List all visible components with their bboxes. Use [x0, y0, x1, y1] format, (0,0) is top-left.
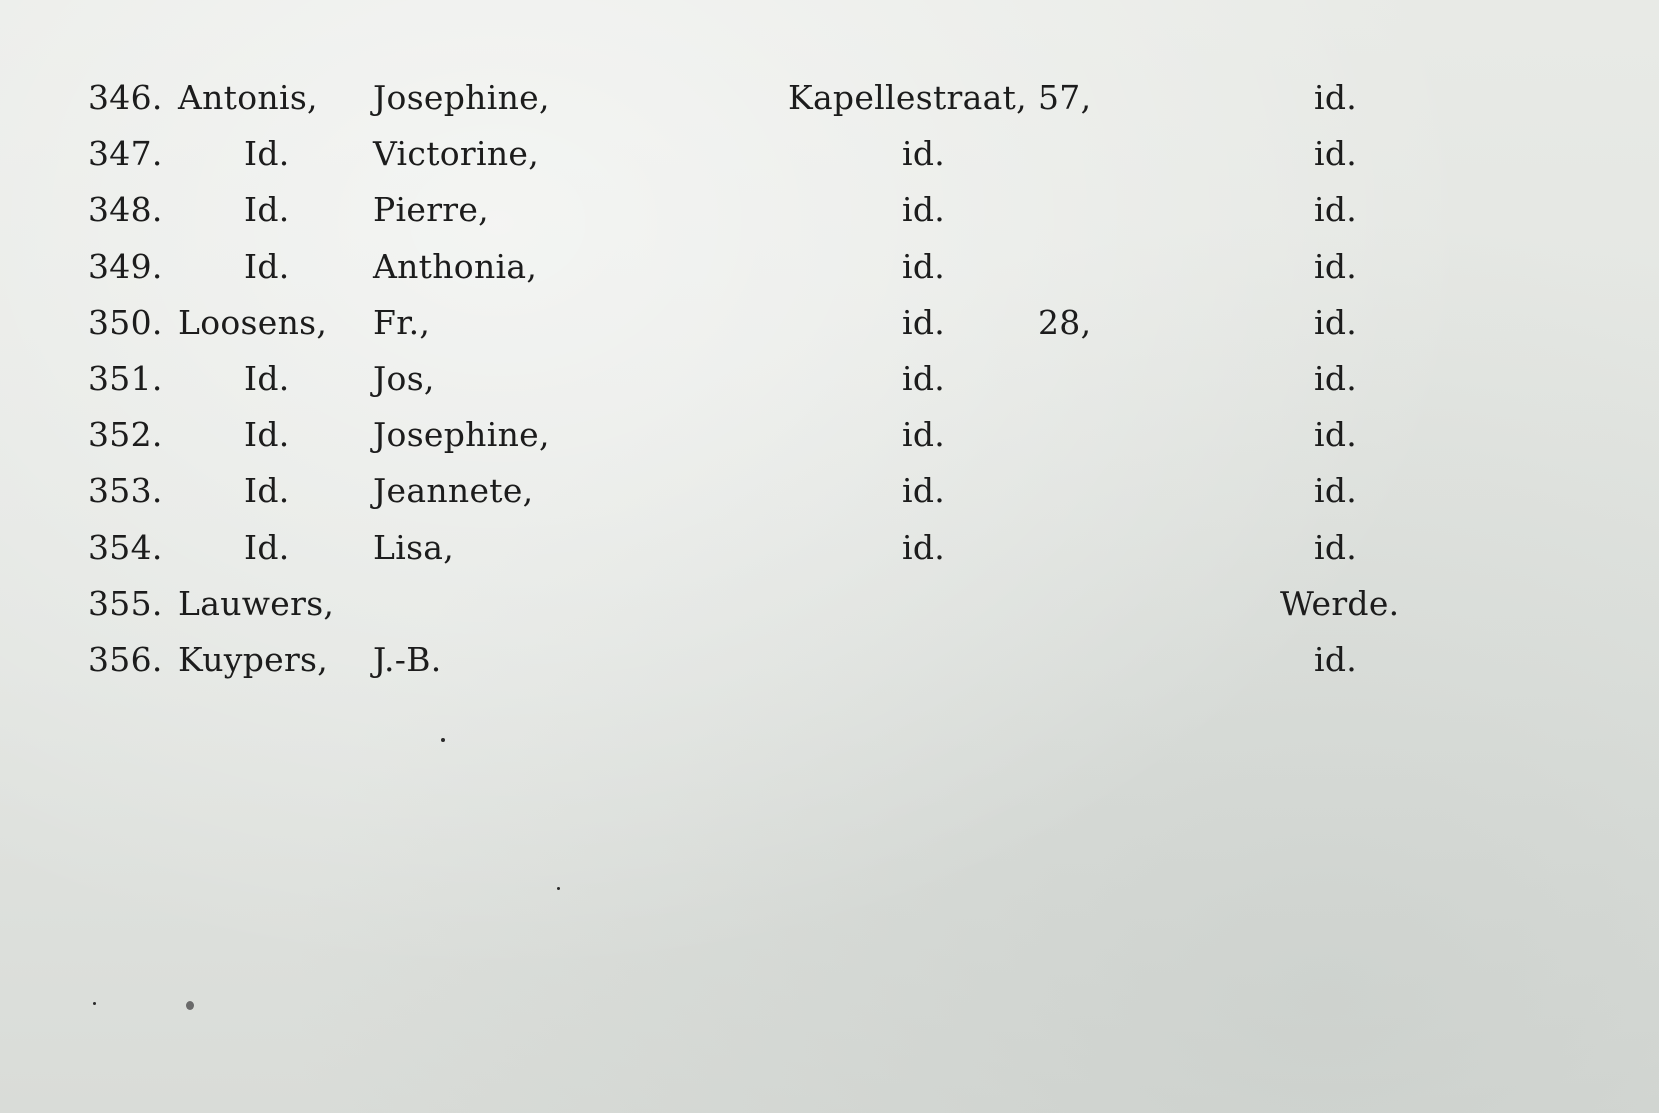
entry-street: id. — [902, 528, 946, 567]
entry-street: id. — [902, 359, 946, 398]
register-entry — [0, 637, 1659, 683]
entry-number: 352. — [88, 415, 163, 454]
entry-street: id. — [902, 303, 946, 342]
entry-surname: Antonis, — [178, 78, 318, 117]
entry-city: id. — [1314, 528, 1358, 567]
entry-first-name: Josephine, — [373, 415, 550, 454]
entry-surname: Kuypers, — [178, 640, 329, 679]
entry-first-name: Pierre, — [373, 190, 489, 229]
entry-number: 347. — [88, 134, 163, 173]
register-entry — [0, 75, 1659, 121]
entry-number: 346. — [88, 78, 163, 117]
entry-street: id. — [902, 415, 946, 454]
paper-speck — [93, 1002, 96, 1005]
paper-speck — [557, 887, 560, 890]
entry-city: id. — [1314, 247, 1358, 286]
entry-surname: Id. — [244, 359, 290, 398]
register-entry — [0, 581, 1659, 627]
entry-city: id. — [1314, 303, 1358, 342]
entry-first-name: Anthonia, — [373, 247, 538, 286]
entry-street: id. — [902, 190, 946, 229]
entry-city: id. — [1314, 359, 1358, 398]
entry-number: 356. — [88, 640, 163, 679]
entry-surname: Id. — [244, 528, 290, 567]
entry-surname: Id. — [244, 471, 290, 510]
register-entry — [0, 356, 1659, 402]
entry-number: 351. — [88, 359, 163, 398]
entry-city: id. — [1314, 415, 1358, 454]
register-entry — [0, 525, 1659, 571]
entry-surname: Id. — [244, 247, 290, 286]
entry-first-name: Josephine, — [373, 78, 550, 117]
entry-first-name: Jos, — [373, 359, 435, 398]
entry-house-number: 57, — [1038, 78, 1092, 117]
entry-first-name: Victorine, — [373, 134, 540, 173]
entry-number: 350. — [88, 303, 163, 342]
entry-first-name: Lisa, — [373, 528, 455, 567]
entry-street: id. — [902, 134, 946, 173]
entry-number: 354. — [88, 528, 163, 567]
entry-first-name: Fr., — [373, 303, 431, 342]
register-entry — [0, 244, 1659, 290]
entry-surname: Id. — [244, 190, 290, 229]
register-entry — [0, 300, 1659, 346]
entry-number: 353. — [88, 471, 163, 510]
entry-city: id. — [1314, 78, 1358, 117]
entry-surname: Loosens, — [178, 303, 328, 342]
entry-city: id. — [1314, 640, 1358, 679]
register-entry — [0, 468, 1659, 514]
paper-speck — [441, 738, 445, 742]
paper-speck — [186, 1001, 194, 1010]
entry-house-number: 28, — [1038, 303, 1092, 342]
entry-surname: Id. — [244, 134, 290, 173]
entry-surname: Lauwers, — [178, 584, 335, 623]
entry-city: Werde. — [1280, 584, 1400, 623]
entry-surname: Id. — [244, 415, 290, 454]
entry-street: Kapellestraat, — [788, 78, 1027, 117]
entry-number: 349. — [88, 247, 163, 286]
entry-city: id. — [1314, 471, 1358, 510]
entry-number: 348. — [88, 190, 163, 229]
entry-city: id. — [1314, 190, 1358, 229]
entry-number: 355. — [88, 584, 163, 623]
entry-city: id. — [1314, 134, 1358, 173]
entry-street: id. — [902, 471, 946, 510]
register-entry — [0, 187, 1659, 233]
register-entry — [0, 131, 1659, 177]
entry-first-name: Jeannete, — [373, 471, 534, 510]
entry-street: id. — [902, 247, 946, 286]
entry-first-name: J.-B. — [373, 640, 442, 679]
register-entry — [0, 412, 1659, 458]
